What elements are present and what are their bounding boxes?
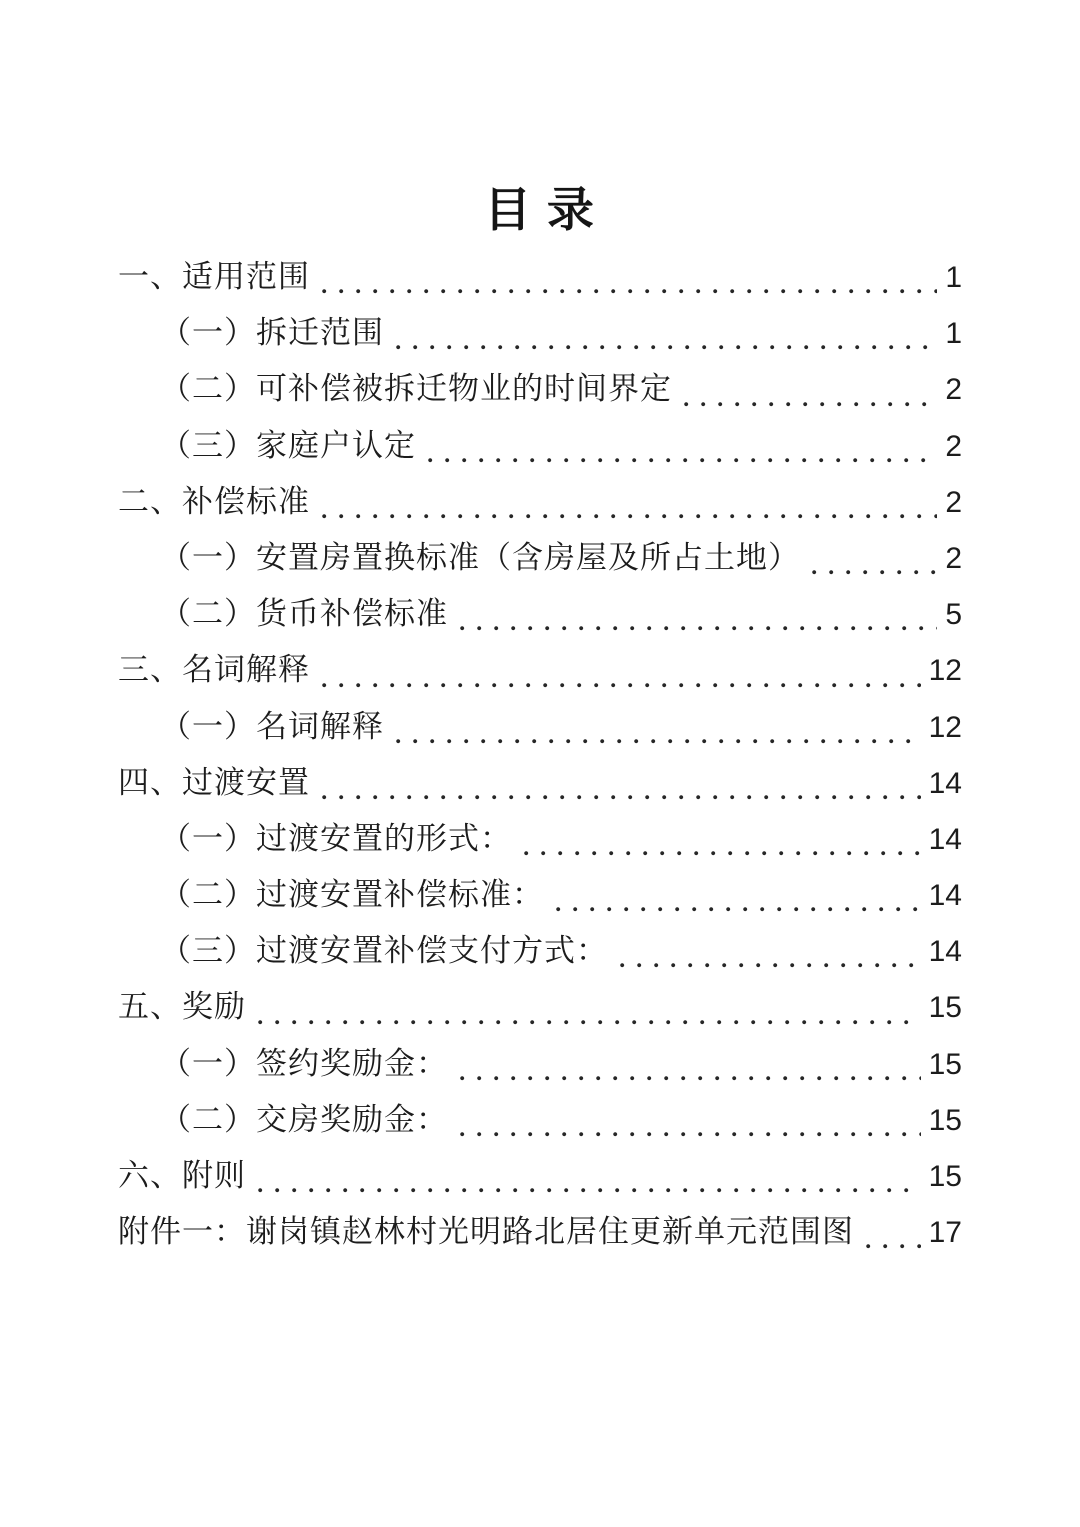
toc-entry-label: 四、过渡安置 — [118, 764, 310, 800]
toc-entry — [118, 696, 962, 752]
toc-entry — [118, 246, 962, 302]
dot-leader — [258, 1188, 921, 1193]
toc-entry-label: （一）名词解释 — [160, 708, 384, 744]
toc-entry — [118, 471, 962, 527]
dot-leader — [322, 289, 937, 294]
toc-entry-page: 5 — [945, 598, 962, 632]
dot-leader — [396, 345, 937, 350]
toc-entry-page: 1 — [945, 261, 962, 294]
toc-entry — [118, 527, 962, 583]
toc-entry-label: （二）交房奖励金： — [160, 1101, 448, 1137]
toc-entry-label: （一）过渡安置的形式： — [160, 820, 512, 856]
toc-entry-page: 14 — [928, 822, 962, 856]
toc-entry-page: 14 — [928, 879, 962, 913]
dot-leader — [524, 851, 921, 856]
toc-entry-label: （一）安置房置换标准（含房屋及所占土地） — [160, 539, 800, 575]
dot-leader — [460, 1132, 921, 1137]
toc-entry-page: 2 — [945, 541, 962, 575]
dot-leader — [322, 683, 921, 688]
toc-entry-page: 15 — [928, 1047, 962, 1081]
toc-entry-page: 12 — [928, 654, 962, 688]
toc-entry-label: （三）家庭户认定 — [160, 427, 416, 463]
dot-leader — [322, 514, 937, 519]
dot-leader — [460, 626, 937, 631]
toc-entry-label: （一）拆迁范围 — [160, 315, 384, 351]
dot-leader — [812, 570, 937, 575]
toc-entry — [118, 808, 962, 864]
dot-leader — [620, 963, 921, 968]
toc-entry-page: 15 — [928, 991, 962, 1025]
toc-entry-label: （二）过渡安置补偿标准： — [160, 877, 544, 913]
toc-entry — [118, 415, 962, 471]
toc-entry — [118, 920, 962, 976]
dot-leader — [322, 795, 921, 800]
dot-leader — [684, 402, 937, 407]
toc-entry-label: （二）货币补偿标准 — [160, 596, 448, 632]
toc-entry-page: 12 — [928, 710, 962, 744]
toc-entry-page: 14 — [928, 935, 962, 969]
toc-entry — [118, 976, 962, 1032]
toc-entry — [118, 358, 962, 414]
toc-entry — [118, 639, 962, 695]
toc-entry-page: 2 — [945, 485, 962, 519]
dot-leader — [460, 1076, 921, 1081]
toc-entry — [118, 1201, 962, 1257]
toc-entry-page: 2 — [945, 373, 962, 407]
toc-entry — [118, 1033, 962, 1089]
dot-leader — [396, 739, 921, 744]
toc-entry-page: 1 — [945, 317, 962, 351]
toc-entry-label: 六、附则 — [118, 1158, 246, 1193]
toc-entry-page: 15 — [928, 1103, 962, 1137]
toc-entry-label: 二、补偿标准 — [118, 483, 310, 519]
toc-entry-label: （一）签约奖励金： — [160, 1045, 448, 1081]
dot-leader — [258, 1020, 921, 1025]
toc-entry-page: 17 — [928, 1216, 962, 1250]
toc-entry — [118, 1145, 962, 1201]
toc-list — [118, 246, 962, 1257]
toc-entry-page: 15 — [928, 1160, 962, 1193]
toc-entry — [118, 864, 962, 920]
dot-leader — [556, 907, 921, 912]
toc-entry-label: 附件一：谢岗镇赵林村光明路北居住更新单元范围图 — [118, 1214, 854, 1250]
toc-entry-label: 一、适用范围 — [118, 259, 310, 294]
toc-entry — [118, 583, 962, 639]
toc-entry — [118, 302, 962, 358]
dot-leader — [428, 458, 937, 463]
toc-entry-label: （二）可补偿被拆迁物业的时间界定 — [160, 371, 672, 407]
toc-entry — [118, 752, 962, 808]
toc-entry-label: 三、名词解释 — [118, 652, 310, 688]
toc-entry — [118, 1089, 962, 1145]
dot-leader — [866, 1244, 921, 1249]
toc-entry-page: 14 — [928, 766, 962, 800]
toc-entry-page: 2 — [945, 429, 962, 463]
toc-entry-label: 五、奖励 — [118, 989, 246, 1025]
page-title: 目 录 — [484, 185, 596, 237]
toc-entry-label: （三）过渡安置补偿支付方式： — [160, 933, 608, 969]
